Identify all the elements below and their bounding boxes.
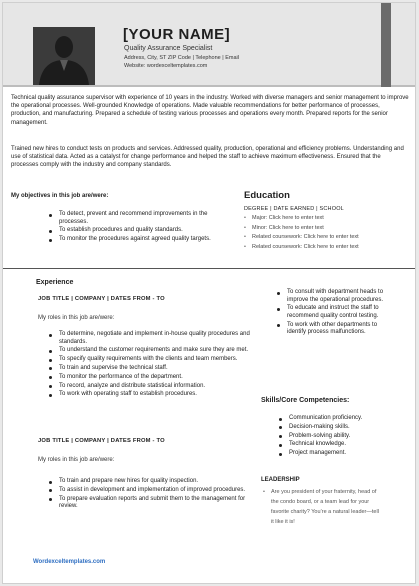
list-item: To determine, negotiate and implement in-house quality procedures and standards. — [47, 331, 257, 346]
resume-name: [YOUR NAME] — [123, 26, 231, 43]
job-roles-list-continued — [275, 289, 385, 338]
list-item: To prepare evaluation reports and submit them to the management for review. — [47, 496, 257, 511]
job-roles-list — [47, 478, 257, 512]
resume-page — [2, 2, 416, 584]
education-subheading: DEGREE | DATE EARNED | SCHOOL — [244, 206, 344, 212]
list-item: Problem-solving ability. — [277, 433, 397, 441]
roles-label: My roles in this job are/were: — [38, 457, 115, 463]
leadership-heading: LEADERSHIP — [261, 477, 300, 483]
list-item: To establish procedures and quality standards. — [47, 227, 237, 235]
summary-paragraph: Technical quality assurance supervisor with experience of 10 years in the industry. Worked with diverse managers and senior management to improve the operational processes. Well-grounded Knowledge of operations. Made valuable recommendations for better performance of processes, production, and manufacturing. Prepared a schedule of testing various processes and operations every month. Prepared reports for the senior management. — [11, 95, 409, 126]
list-item: • Are you president of your fraternity, head of the condo board, or a team lead for your favorite charity? You’re a natural leader—tell it like it is! — [263, 487, 383, 527]
profile-photo — [33, 27, 95, 85]
list-item: Project management. — [277, 450, 397, 458]
list-item: To specify quality requirements with the clients and team members. — [47, 356, 257, 364]
objectives-heading: My objectives in this job are/were: — [11, 193, 109, 199]
list-item: To monitor the performance of the department. — [47, 374, 257, 382]
summary-paragraph: Trained new hires to conduct tests on products and services. Addressed quality, production, operational and efficiency problems. Understanding and use of statistical data. Acted as a catalyst for change performance and helped the staff to achieve maximum effectiveness. Ensured that the processes comply with the industry and company standards. — [11, 146, 404, 169]
list-item: To detect, prevent and recommend improvements in the processes. — [47, 211, 237, 226]
section-divider — [3, 268, 416, 269]
list-item: Decision-making skills. — [277, 424, 397, 432]
list-item: To work with operating staff to establish procedures. — [47, 391, 257, 399]
list-item[interactable]: • Related coursework: Click here to enter text — [244, 234, 414, 241]
list-item: To monitor the procedures against agreed quality targets. — [47, 236, 237, 244]
website-line: Website: wordexceltemplates.com — [124, 63, 208, 69]
experience-heading: Experience — [36, 279, 74, 286]
job-title: Quality Assurance Specialist — [124, 45, 213, 52]
objectives-list — [47, 211, 237, 245]
job-header: JOB TITLE | COMPANY | DATES FROM - TO — [38, 296, 165, 302]
list-item: To assist in development and implementation of improved procedures. — [47, 487, 257, 495]
education-list — [244, 215, 414, 253]
list-item: To educate and instruct the staff to recommend quality control testing. — [275, 305, 385, 320]
leadership-list — [263, 487, 383, 530]
skills-heading: Skills/Core Competencies: — [261, 397, 350, 404]
job-roles-list — [47, 331, 257, 400]
list-item[interactable]: • Related coursework: Click here to enter text — [244, 244, 414, 251]
list-item: To train and prepare new hires for quality inspection. — [47, 478, 257, 486]
job-header: JOB TITLE | COMPANY | DATES FROM - TO — [38, 438, 165, 444]
list-item: Technical knowledge. — [277, 441, 397, 449]
list-item[interactable]: • Major: Click here to enter text — [244, 215, 414, 222]
contact-line: Address, City, ST ZIP Code | Telephone | Email — [124, 55, 239, 61]
skills-list — [277, 415, 397, 459]
header-divider — [3, 85, 416, 87]
list-item[interactable]: • Minor: Click here to enter text — [244, 225, 414, 232]
website-link[interactable]: Wordexceltemplates.com — [33, 559, 106, 565]
education-heading: Education — [244, 190, 290, 201]
roles-label: My roles in this job are/were: — [38, 315, 115, 321]
list-item: To consult with department heads to improve the operational procedures. — [275, 289, 385, 304]
accent-bar — [381, 3, 391, 87]
list-item: To train and supervise the technical staff. — [47, 365, 257, 373]
list-item: Communication proficiency. — [277, 415, 397, 423]
list-item: To record, analyze and distribute statistical information. — [47, 383, 257, 391]
person-silhouette-icon — [33, 27, 95, 85]
list-item: To work with other departments to identify process malfunctions. — [275, 322, 385, 337]
list-item: To understand the customer requirements and make sure they are met. — [47, 347, 257, 355]
